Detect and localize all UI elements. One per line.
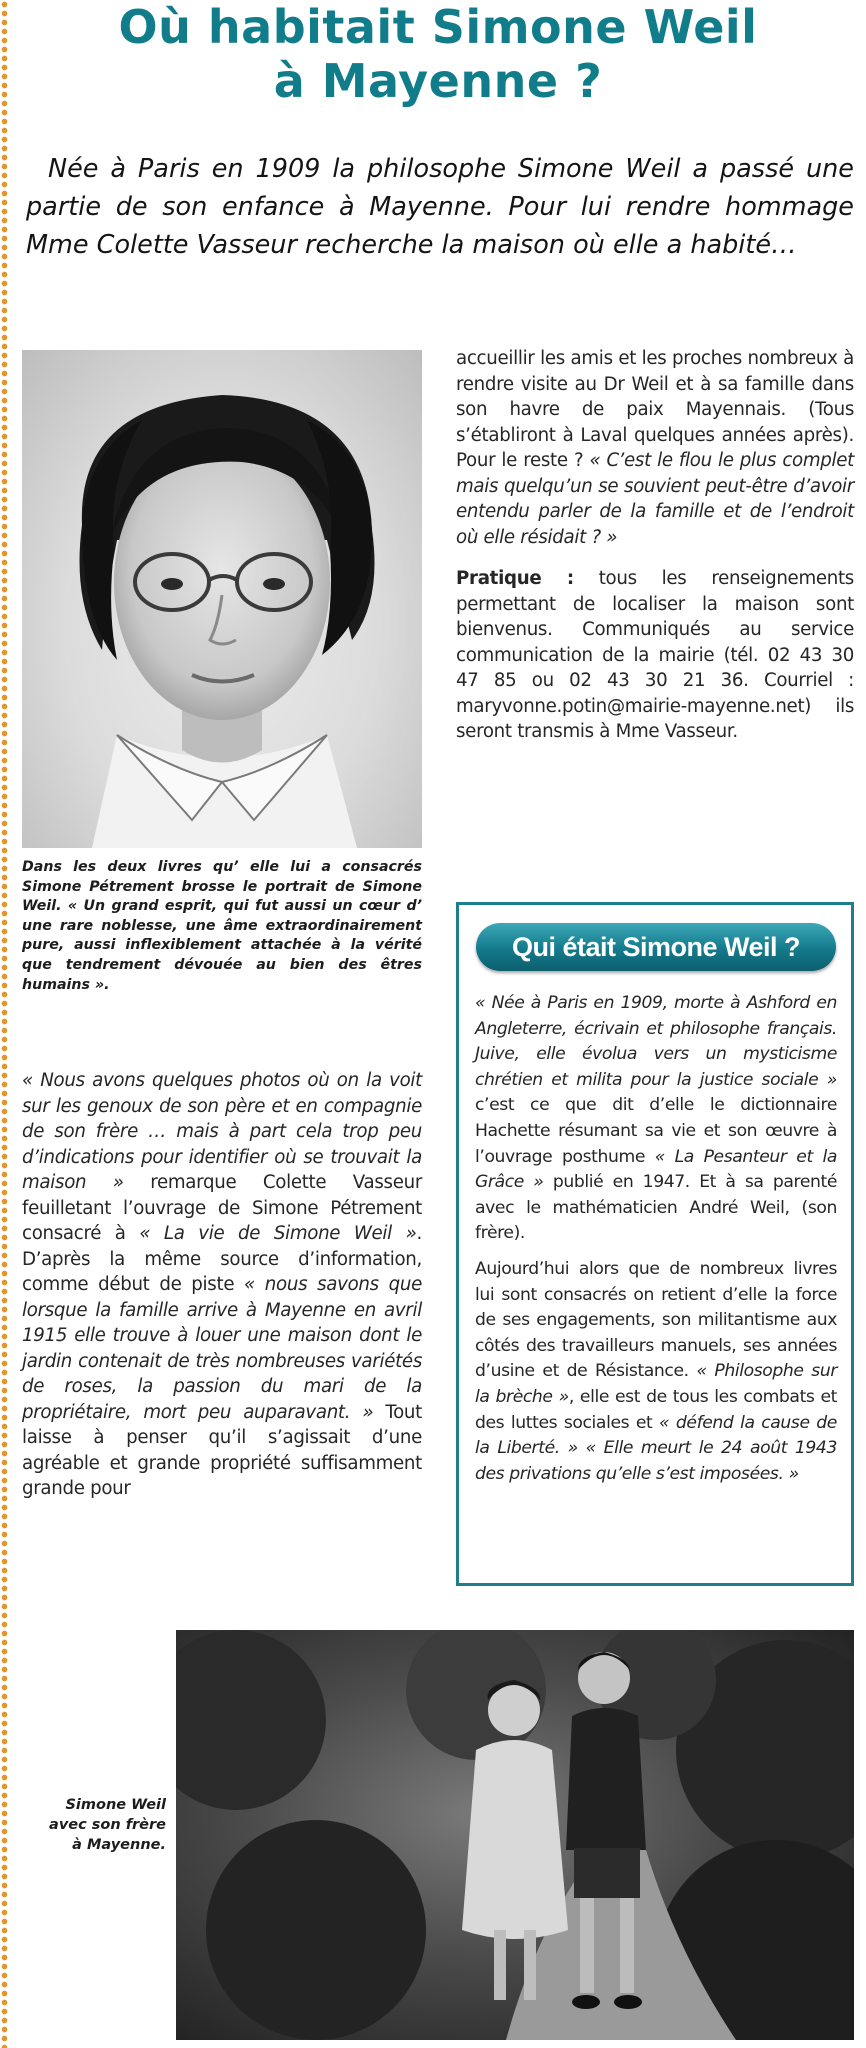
- portrait-caption-text: Dans les deux livres qu’ elle lui a consacrés Simone Pétrement brosse le portrait de Simone Weil.: [22, 859, 422, 915]
- text-engagements: Aujourd’hui alors que de nombreux livres lui sont consacrés on retient d’elle la force de ses engagements, son militantisme aux côtés des travailleurs manuels, ses années d’usine et de Résistance.: [475, 1258, 837, 1382]
- portrait-photo: [22, 350, 422, 848]
- quote-liberte: « défend la cause de la Liberté. »: [475, 1412, 837, 1459]
- title-line-2: à Mayenne ?: [273, 54, 603, 108]
- text-source: . D’après la même source d’information, comme début de piste: [22, 1223, 422, 1295]
- quote-death: « Elle meurt le 24 août 1943 des privations qu’elle s’est imposées. »: [475, 1438, 837, 1484]
- quote-dictionary: « Née à Paris en 1909, morte à Ashford en Angleterre, écrivain et philosophe français. Juive, elle évolua vers un mysticisme chrétien et milita pour la justice sociale »: [475, 993, 837, 1090]
- box-paragraph-2: [475, 1257, 837, 1487]
- text-hachette: c’est ce que dit d’elle le dictionnaire Hachette résumant sa vie et son œuvre à l’ouvrage posthume: [475, 1095, 837, 1167]
- children-photo: [176, 1630, 854, 2040]
- children-photo-caption: Simone Weil avec son frère à Mayenne.: [49, 1797, 166, 1853]
- quote-photos: « Nous avons quelques photos où on la voit sur les genoux de son père et en compagnie de son frère … mais à part cela trop peu d’indications pour identifier où se trouvait la maison »: [22, 1070, 422, 1193]
- article-lead: Née à Paris en 1909 la philosophe Simone Weil a passé une partie de son enfance à Mayenne. Pour lui rendre hommage Mme Colette Vasseur recherche la maison où elle a habité…: [26, 154, 854, 260]
- quote-garden: « nous savons que lorsque la famille arrive à Mayenne en avril 1915 elle trouve à louer une maison dont le jardin contenait de très nombreuses variétés de roses, la passion du mari de la propriétaire, mort peu auparavant. »: [22, 1274, 422, 1423]
- dotted-page-border: [0, 0, 9, 2048]
- quote-breche: « Philosophe sur la brèche »: [475, 1361, 837, 1407]
- quote-flou: « C’est le flou le plus complet mais quelqu’un se souvient peut-être d’avoir entendu parler de la famille et de l’endroit où elle résidait ? »: [456, 450, 854, 548]
- article-page: [22, 0, 854, 2048]
- title-line-1: Où habitait Simone Weil: [118, 0, 758, 54]
- text-friends: accueillir les amis et les proches nombreux à rendre visite au Dr Weil et à sa famille dans son havre de paix Mayennais. (Tous s’établiront à Laval quelques années après). Pour le reste ?: [456, 348, 854, 471]
- portrait-caption-quote: « Un grand esprit, qui fut aussi un cœur d’ une rare noblesse, une âme extraordinairement pure, aussi inflexiblement attachée à la vérité que tendrement dévouée au bien des êtres humains ».: [22, 898, 422, 993]
- book-pesanteur: « La Pesanteur et la Grâce »: [475, 1146, 837, 1193]
- left-paragraph: [22, 1068, 422, 1502]
- text-remarque: remarque Colette Vasseur feuilletant l’ouvrage de Simone Pétrement consacré à: [22, 1172, 423, 1244]
- right-column-text: [456, 346, 854, 745]
- text-brother: publié en 1947. Et à sa parenté avec le mathématicien André Weil, (son frère).: [475, 1172, 837, 1244]
- practical-label: Pratique :: [456, 568, 574, 589]
- box-title-banner: Qui était Simone Weil ?: [476, 923, 836, 971]
- who-was-simone-weil-box: [456, 902, 854, 1586]
- box-paragraph-1: [475, 991, 837, 1247]
- left-column-text: [22, 1068, 422, 1502]
- portrait-caption: [22, 858, 422, 995]
- children-illustration: [176, 1630, 854, 2040]
- practical-info: [456, 566, 854, 745]
- text-property: Tout laisse à penser qu’il s’agissait d’une agréable et grande propriété suffisamment grande pour: [22, 1401, 422, 1499]
- portrait-illustration: [22, 350, 422, 848]
- article-title: [22, 0, 854, 108]
- text-combats: , elle est de tous les combats et des luttes sociales et: [475, 1386, 837, 1433]
- book-title: « La vie de Simone Weil »: [139, 1223, 417, 1244]
- right-paragraph-1: [456, 346, 854, 550]
- practical-text: tous les renseignements permettant de localiser la maison sont bienvenus. Communiqués au service communication de la mairie (tél. 02 43 30 47 85 ou 02 43 30 21 36. Courriel : maryvonne.potin@mairie-mayenne.net) ils seront transmis à Mme Vasseur.: [456, 568, 854, 742]
